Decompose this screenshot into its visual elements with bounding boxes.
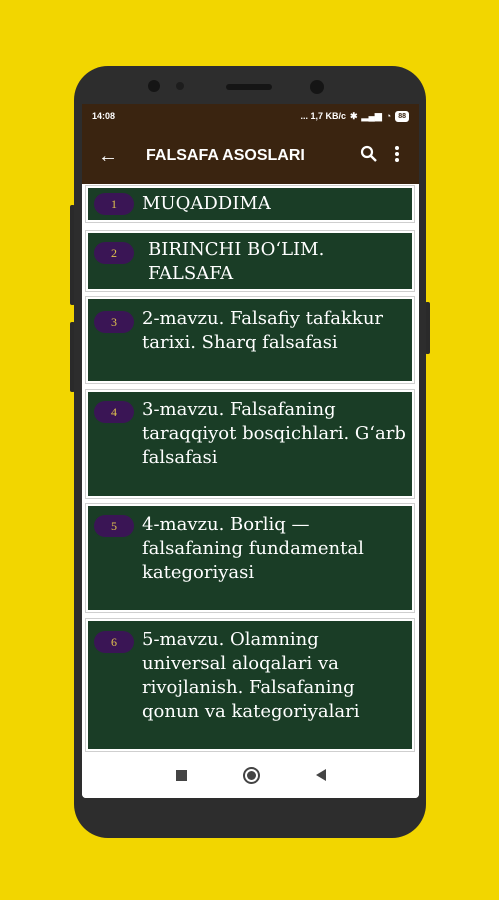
item-number-badge: 3: [94, 311, 134, 333]
item-title: 2-mavzu. Falsafiy tafakkur tarixi. Sharq falsafasi: [142, 308, 384, 353]
item-title: 4-mavzu. Borliq — falsafaning fundamental kategoriyasi: [142, 514, 364, 583]
back-triangle-icon[interactable]: [316, 769, 326, 781]
list-item[interactable]: [86, 390, 414, 498]
screen: [82, 104, 419, 798]
item-title: MUQADDIMA: [142, 193, 271, 214]
item-title: 3-mavzu. Falsafaning taraqqiyot bosqichlari. G‘arb falsafasi: [142, 399, 406, 468]
list-item[interactable]: [86, 186, 414, 222]
status-bar: [82, 104, 419, 128]
sensor-icon: [176, 82, 184, 90]
arrow-left-icon[interactable]: ←: [98, 144, 118, 167]
status-time: 14:08: [92, 111, 116, 121]
list-item[interactable]: [86, 297, 414, 383]
front-camera-icon: [148, 80, 160, 92]
search-icon[interactable]: [355, 145, 383, 168]
app-bar: [82, 128, 419, 184]
item-number-badge: 1: [94, 193, 134, 215]
battery-icon: 88: [395, 111, 409, 122]
item-number-badge: 4: [94, 401, 134, 423]
signal-icon: ▂▄▆: [361, 110, 382, 121]
item-number-badge: 5: [94, 515, 134, 537]
item-title: 5-mavzu. Olamning universal aloqalari va rivojlanish. Falsafaning qonun va kategoriyalari: [142, 629, 360, 722]
list-item[interactable]: [86, 231, 414, 291]
bluetooth-icon: ✱: [349, 110, 358, 121]
item-number-badge: 6: [94, 631, 134, 653]
home-icon[interactable]: [243, 767, 260, 784]
list-item[interactable]: [86, 504, 414, 612]
item-title: BIRINCHI BO‘LIM. FALSAFA: [148, 239, 325, 284]
status-indicators: [300, 111, 409, 122]
item-number-badge: 2: [94, 242, 134, 264]
chapter-list: [82, 184, 419, 722]
earpiece-speaker: [226, 84, 272, 90]
page-title: FALSAFA ASOSLARI: [146, 147, 305, 164]
network-speed: ... 1,7 KB/c: [300, 111, 346, 121]
more-vert-icon[interactable]: [383, 145, 411, 168]
system-nav-bar: [82, 752, 419, 798]
list-item[interactable]: [86, 619, 414, 751]
front-camera-2-icon: [310, 80, 324, 94]
recents-icon[interactable]: [176, 770, 187, 781]
wifi-icon: ◔: [385, 111, 392, 121]
